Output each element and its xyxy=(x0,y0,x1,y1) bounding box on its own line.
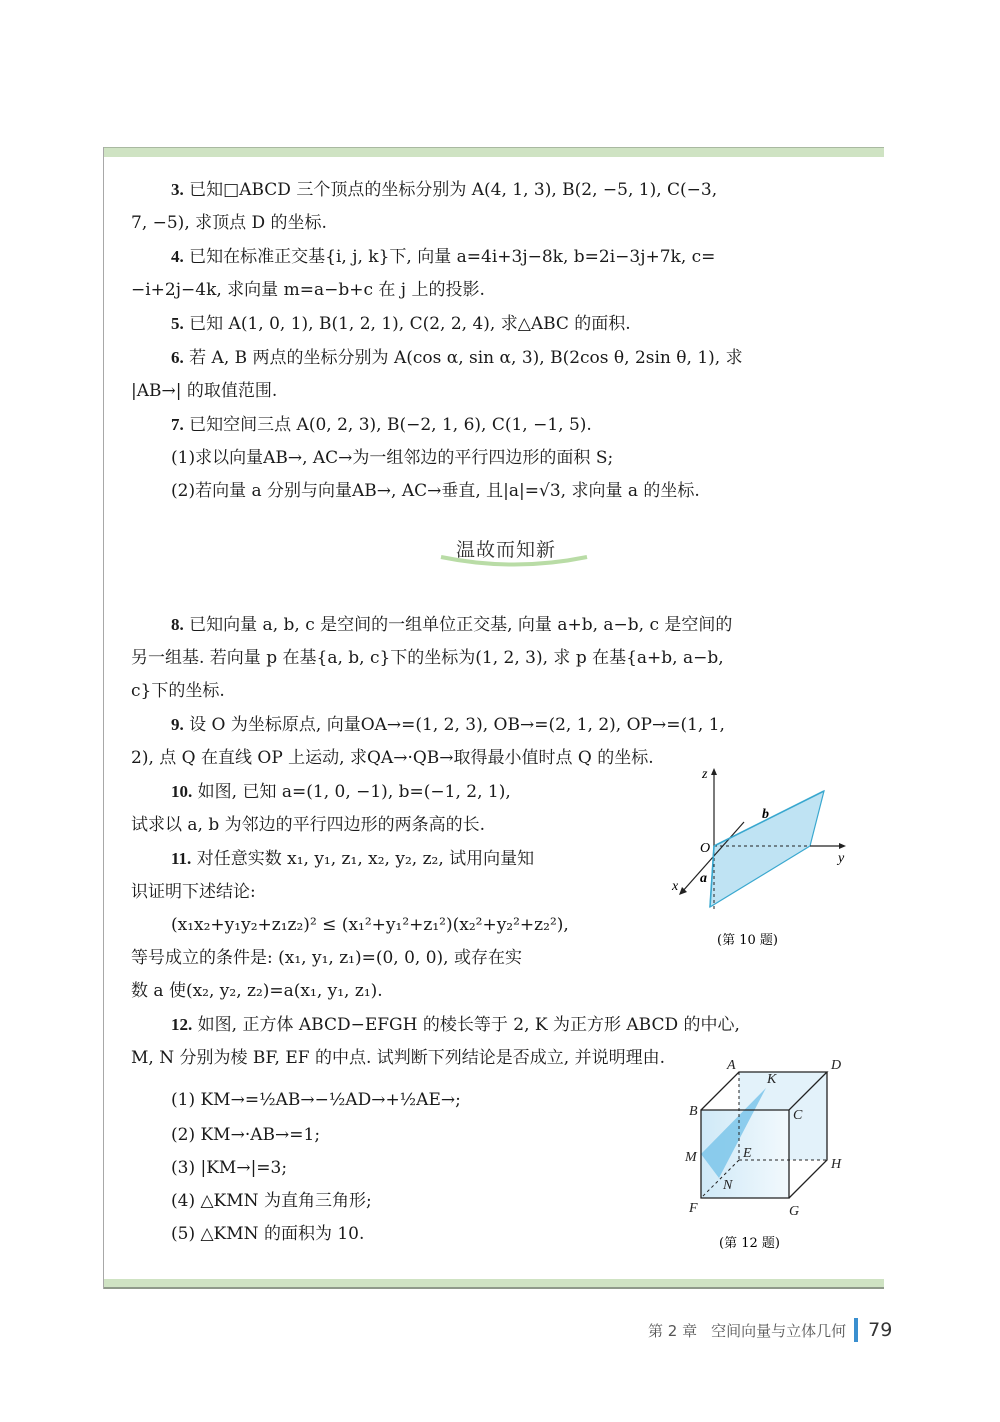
label-y: y xyxy=(838,851,845,866)
problem-6-cont: |AB→| 的取值范围. xyxy=(131,381,278,401)
figure-10-parallelogram xyxy=(662,764,862,964)
label-z: z xyxy=(702,767,708,782)
problem-3-cont: 7, −5), 求顶点 D 的坐标. xyxy=(131,213,327,233)
figure-12-caption: (第 12 题) xyxy=(719,1236,780,1251)
problem-7-part-1: (1)求以向量AB→, AC→为一组邻边的平行四边形的面积 S; xyxy=(171,448,614,468)
problem-8: 8. 已知向量 a, b, c 是空间的一组单位正交基, 向量 a+b, a−b, c 是空间的 xyxy=(171,615,733,635)
problem-8-cont2: c}下的坐标. xyxy=(131,681,225,701)
label-o: O xyxy=(700,841,711,856)
problem-10-cont: 试求以 a, b 为邻边的平行四边形的两条高的长. xyxy=(131,815,486,835)
problem-12-item: (2) KM→·AB→=1; xyxy=(171,1125,321,1145)
label-F: F xyxy=(689,1201,698,1216)
page-footer xyxy=(648,1318,892,1342)
y-arrow-icon xyxy=(839,843,846,849)
problem-12-cont: M, N 分别为棱 BF, EF 的中点. 试判断下列结论是否成立, 并说明理由. xyxy=(131,1048,665,1068)
problem-9: 9. 设 O 为坐标原点, 向量OA→=(1, 2, 3), OB→=(2, 1, 2), OP→=(1, 1, xyxy=(171,715,725,735)
problem-12: 12. 如图, 正方体 ABCD−EFGH 的棱长等于 2, K 为正方形 ABCD 的中心, xyxy=(171,1015,740,1035)
content-frame xyxy=(103,147,884,1289)
problem-5: 5. 已知 A(1, 0, 1), B(1, 2, 1), C(2, 2, 4), 求△ABC 的面积. xyxy=(171,314,631,334)
footer-chapter-title: 空间向量与立体几何 xyxy=(711,1321,847,1340)
problems-10-11-column xyxy=(131,775,651,1008)
problem-12-item: (4) △KMN 为直角三角形; xyxy=(171,1191,372,1211)
figure-10-caption: (第 10 题) xyxy=(717,933,778,948)
page-number: 79 xyxy=(868,1319,893,1341)
problem-7-part-2: (2)若向量 a 分别与向量AB→, AC→垂直, 且|a|=√3, 求向量 a 的坐标. xyxy=(171,481,700,501)
problem-4: 4. 已知在标准正交基{i, j, k}下, 向量 a=4i+3j−8k, b=2i−3j+7k, c= xyxy=(171,247,716,267)
footer-divider-bar xyxy=(854,1318,858,1342)
label-N: N xyxy=(723,1178,733,1193)
problem-11: 11. 对任意实数 x₁, y₁, z₁, x₂, y₂, z₂, 试用向量知 xyxy=(171,849,535,869)
problem-12-item: (3) |KM→|=3; xyxy=(171,1158,288,1178)
label-A: A xyxy=(727,1058,736,1073)
label-M: M xyxy=(685,1150,697,1165)
section-heading-block xyxy=(131,520,861,600)
section-heading: 温故而知新 xyxy=(456,539,557,561)
problem-12-item: (5) △KMN 的面积为 10. xyxy=(171,1224,365,1244)
figure-12-cube xyxy=(669,1057,869,1257)
problem-3: 3. 已知□ABCD 三个顶点的坐标分别为 A(4, 1, 3), B(2, −5, 1), C(−3, xyxy=(171,180,718,200)
problem-12-item: (1) KM→=½AB→−½AD→+½AE→; xyxy=(171,1090,461,1110)
problem-9-cont: 2), 点 Q 在直线 OP 上运动, 求QA→·QB→取得最小值时点 Q 的坐标. xyxy=(131,748,654,768)
problem-6: 6. 若 A, B 两点的坐标分别为 A(cos α, sin α, 3), B(2cos θ, 2sin θ, 1), 求 xyxy=(171,348,743,368)
bottom-band xyxy=(104,1279,884,1289)
problem-11-cond2: 数 a 使(x₂, y₂, z₂)=a(x₁, y₁, z₁). xyxy=(131,981,383,1001)
footer-chapter: 第 2 章 xyxy=(648,1321,698,1340)
label-H: H xyxy=(831,1157,842,1172)
problem-4-cont: −i+2j−4k, 求向量 m=a−b+c 在 j 上的投影. xyxy=(131,280,485,300)
problem-11-cont: 识证明下述结论: xyxy=(131,882,256,902)
problem-7: 7. 已知空间三点 A(0, 2, 3), B(−2, 1, 6), C(1, −1, 5). xyxy=(171,415,592,435)
label-B: B xyxy=(689,1104,698,1119)
heading-underline-arc xyxy=(439,554,589,570)
top-band xyxy=(104,147,884,157)
label-K: K xyxy=(767,1072,777,1087)
label-x: x xyxy=(672,879,679,894)
label-G: G xyxy=(789,1204,800,1219)
label-D: D xyxy=(831,1058,842,1073)
problem-8-cont: 另一组基. 若向量 p 在基{a, b, c}下的坐标为(1, 2, 3), 求 p 在基{a+b, a−b, xyxy=(131,648,724,668)
problem-10: 10. 如图, 已知 a=(1, 0, −1), b=(−1, 2, 1), xyxy=(171,782,511,802)
label-C: C xyxy=(793,1108,803,1123)
label-b: b xyxy=(762,807,769,822)
problem-11-formula: (x₁x₂+y₁y₂+z₁z₂)² ≤ (x₁²+y₁²+z₁²)(x₂²+y₂²+z₂²), xyxy=(171,915,569,935)
z-arrow-icon xyxy=(711,768,717,775)
label-a: a xyxy=(700,871,707,886)
problem-11-cond: 等号成立的条件是: (x₁, y₁, z₁)=(0, 0, 0), 或存在实 xyxy=(131,948,522,968)
label-E: E xyxy=(743,1146,752,1161)
